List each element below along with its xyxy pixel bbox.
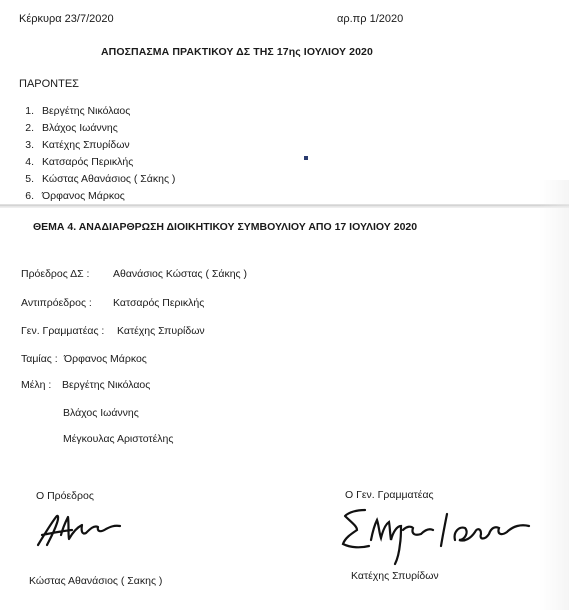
secretary-signature-title: Ο Γεν. Γραμματέας	[345, 489, 434, 501]
list-item: 1. Βεργέτης Νικόλαος	[25, 105, 131, 117]
president-printed-name: Κώστας Αθανάσιος ( Σακης )	[29, 575, 163, 587]
president-name: Αθανάσιος Κώστας ( Σάκης )	[113, 268, 248, 280]
list-item: 3. Κατέχης Σπυρίδων	[25, 139, 130, 151]
document-title: ΑΠΟΣΠΑΣΜΑ ΠΡΑΚΤΙΚΟΥ ΔΣ ΤΗΣ 17ης ΙΟΥΛΙΟΥ 2020	[101, 46, 373, 58]
president-signature-title: Ο Πρόεδρος	[36, 490, 94, 502]
treasurer-name: Όρφανος Μάρκος	[64, 353, 147, 365]
scan-edge-shade	[539, 180, 569, 610]
present-heading: ΠΑΡΟΝΤΕΣ	[19, 78, 79, 90]
members-label: Μέλη :	[21, 379, 52, 391]
board-member-name: Βεργέτης Νικόλαος	[62, 379, 151, 391]
vice-president-name: Κατσαρός Περικλής	[113, 297, 205, 309]
page-fold-shadow	[0, 207, 569, 208]
list-item: 4. Κατσαρός Περικλής	[25, 156, 134, 168]
list-item: 5. Κώστας Αθανάσιος ( Σάκης )	[25, 173, 176, 185]
place-date: Κέρκυρα 23/7/2020	[19, 13, 114, 25]
secretary-signature	[335, 500, 531, 566]
president-signature	[28, 505, 128, 553]
treasurer-label: Ταμίας :	[21, 353, 58, 365]
scan-speck	[304, 156, 308, 160]
board-member-name: Μέγκουλας Αριστοτέλης	[63, 433, 174, 445]
secretary-name: Κατέχης Σπυρίδων	[117, 325, 205, 337]
topic-heading: ΘΕΜΑ 4. ΑΝΑΔΙΑΡΘΡΩΣΗ ΔΙΟΙΚΗΤΙΚΟΥ ΣΥΜΒΟΥΛΙΟΥ ΑΠΟ 17 ΙΟΥΛΙΟΥ 2020	[33, 221, 418, 233]
list-item: 2. Βλάχος Ιωάννης	[25, 122, 118, 134]
secretary-printed-name: Κατέχης Σπυρίδων	[351, 570, 439, 582]
vice-president-label: Αντιπρόεδρος :	[21, 297, 92, 309]
president-label: Πρόεδρος ΔΣ :	[21, 268, 90, 280]
list-item: 6. Όρφανος Μάρκος	[25, 190, 125, 202]
board-member-name: Βλάχος Ιωάννης	[63, 407, 139, 419]
secretary-label: Γεν. Γραμματέας :	[21, 325, 105, 337]
reference-number: αρ.πρ 1/2020	[337, 13, 404, 25]
